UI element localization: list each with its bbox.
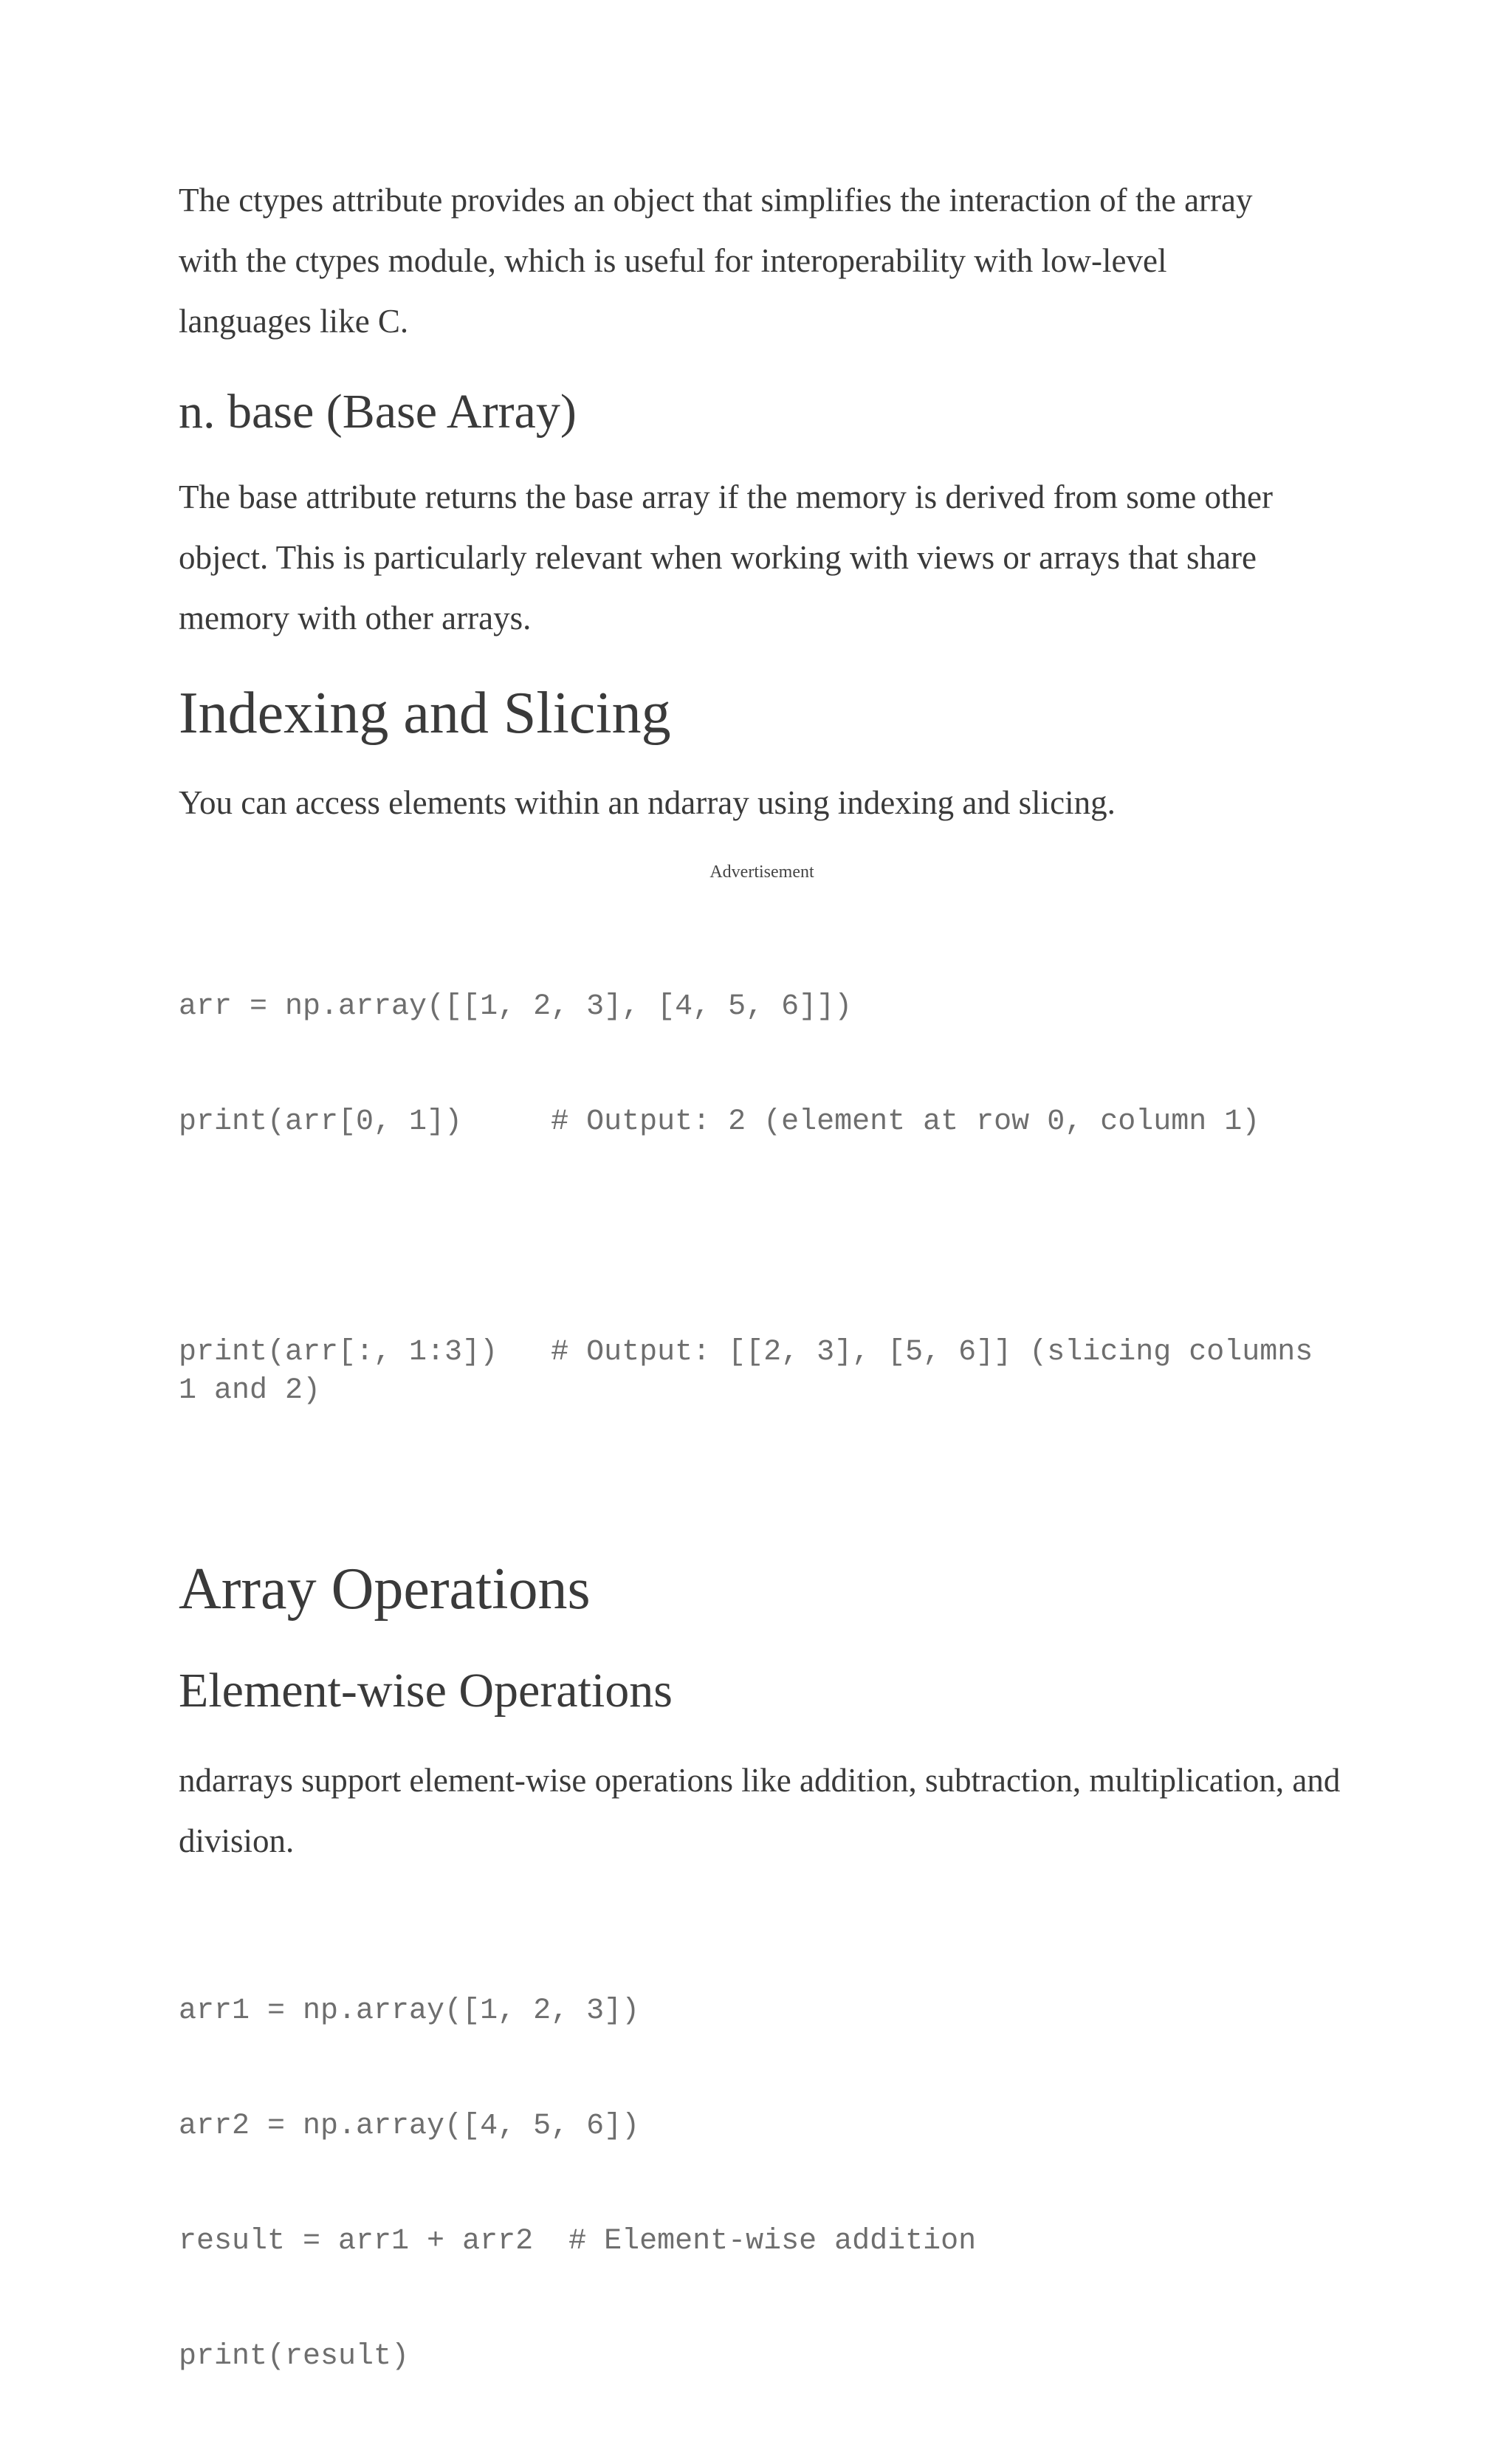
code-block-indexing (179, 911, 1345, 1487)
paragraph-element-wise: ndarrays support element-wise operations like addition, subtraction, multiplication, and division. (179, 1762, 1341, 1859)
advertisement-label: Advertisement (709, 862, 814, 882)
heading-indexing-slicing: Indexing and Slicing (179, 681, 671, 746)
paragraph-indexing: You can access elements within an ndarray using indexing and slicing. (179, 784, 1116, 821)
code-line: arr = np.array([[1, 2, 3], [4, 5, 6]]) (179, 990, 853, 1023)
heading-array-operations: Array Operations (179, 1557, 591, 1622)
paragraph-base: The base attribute returns the base array if the memory is derived from some other object. This is particularly relevant when working with views or arrays that share memory with other arrays. (179, 478, 1273, 637)
article-content (179, 170, 1345, 2453)
code-line: print(arr[0, 1]) # Output: 2 (element at row 0, column 1) (179, 1105, 1260, 1139)
code-line: arr1 = np.array([1, 2, 3]) (179, 1994, 640, 2028)
code-line (179, 1218, 1345, 1257)
heading-base-array: n. base (Base Array) (179, 385, 577, 439)
code-block-element-wise (179, 1915, 1345, 2453)
code-line: print(result) (179, 2340, 410, 2373)
paragraph-ctypes: The ctypes attribute provides an object that simplifies the interaction of the array with the ctypes module, which is useful for interoperability with low-level languages like C. (179, 182, 1253, 340)
heading-element-wise-operations: Element-wise Operations (179, 1664, 673, 1718)
code-line: result = arr1 + arr2 # Element-wise addition (179, 2225, 977, 2258)
code-line: arr2 = np.array([4, 5, 6]) (179, 2110, 640, 2143)
code-line: print(arr[:, 1:3]) # Output: [[2, 3], [5, 6]] (slicing columns 1 and 2) (179, 1336, 1331, 1407)
